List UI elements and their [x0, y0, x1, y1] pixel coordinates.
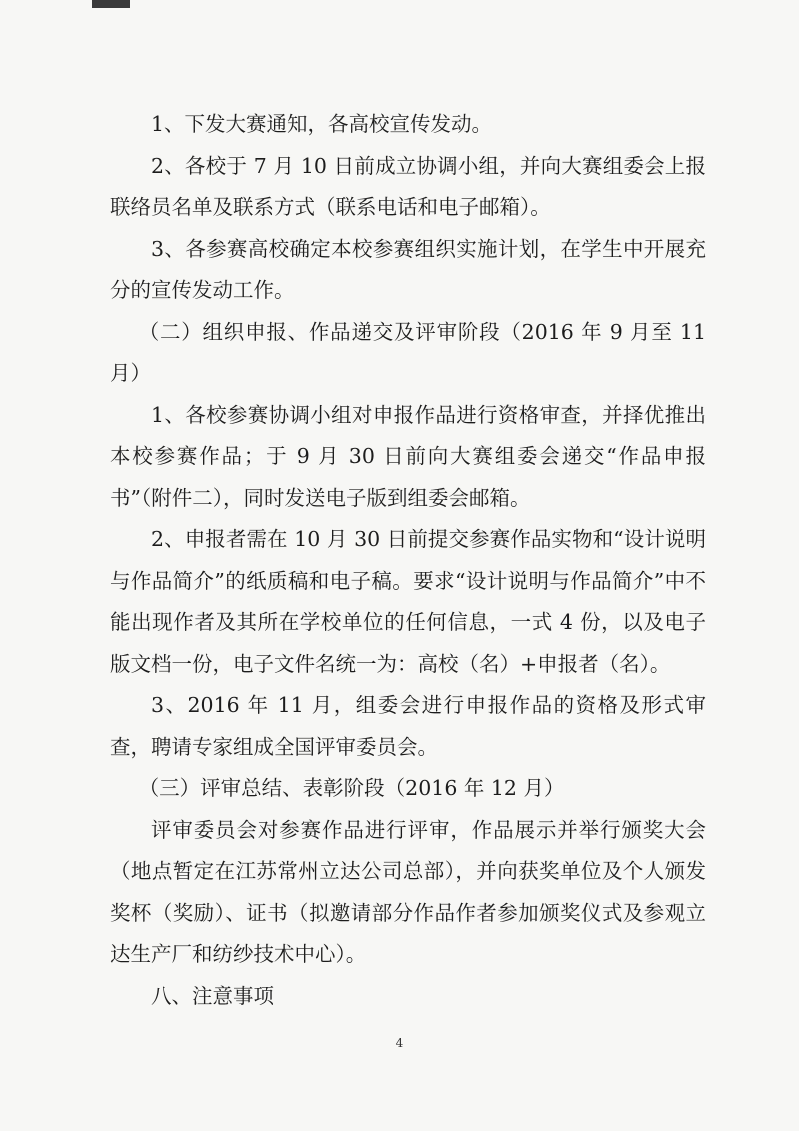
section-heading-8: 八、注意事项	[151, 983, 274, 1008]
paragraph-7: 评审委员会对参赛作品进行评审，作品展示并举行颁奖大会（地点暂定在江苏常州立达公司总部），并向获奖单位及个人颁发奖杯（奖励）、证书（拟邀请部分作品作者参加颁奖仪式及参观立达生产厂和纺纱技术中心）。	[110, 817, 706, 966]
paragraph-3: 3、各参赛高校确定本校参赛组织实施计划，在学生中开展充分的宣传发动工作。	[110, 236, 706, 302]
paragraph-6: 3、2016 年 11 月，组委会进行申报作品的资格及形式审查，聘请专家组成全国评审委员会。	[110, 693, 706, 759]
paragraph-2: 2、各校于 7 月 10 日前成立协调小组，并向大赛组委会上报联络员名单及联系方式（联系电话和电子邮箱）。	[110, 153, 706, 219]
paragraph-5: 2、申报者需在 10 月 30 日前提交参赛作品实物和“设计说明与作品简介”的纸质稿和电子稿。要求“设计说明与作品简介”中不能出现作者及其所在学校单位的任何信息，一式 4 份，以及电子版文档一份，电子文件名统一为：高校（名）+申报者（名）。	[110, 527, 706, 676]
scan-artifact	[92, 0, 130, 8]
section-heading-2: （二）组织申报、作品递交及评审阶段（2016 年 9 月至 11 月）	[110, 319, 706, 385]
section-heading-3: （三）评审总结、表彰阶段（2016 年 12 月）	[138, 776, 565, 800]
paragraph-4: 1、各校参赛协调小组对申报作品进行资格审查，并择优推出本校参赛作品；于 9 月 30 日前向大赛组委会递交“作品申报书”（附件二），同时发送电子版到组委会邮箱。	[110, 402, 706, 510]
page-number: 4	[395, 1036, 404, 1050]
paragraph-1: 1、下发大赛通知，各高校宣传发动。	[151, 112, 493, 136]
document-body	[110, 104, 706, 1017]
